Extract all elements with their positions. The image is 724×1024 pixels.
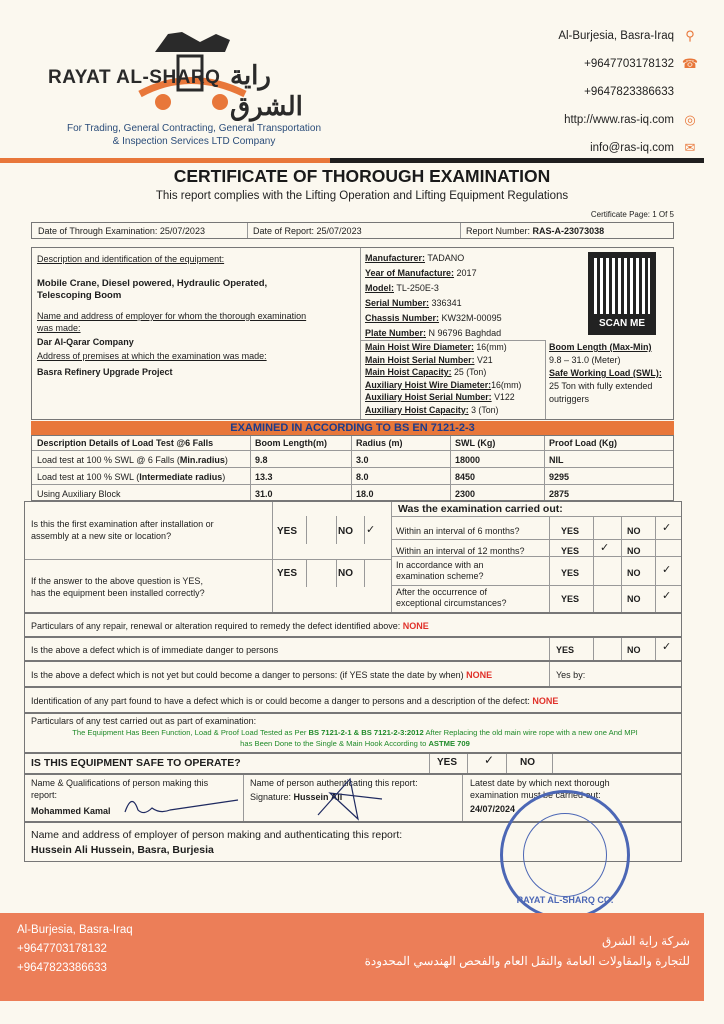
immediate-danger-question: Is the above a defect which is of immediate danger to persons [31, 645, 279, 655]
equipment-specs [365, 251, 502, 341]
future-danger-question: Is the above a defect which is not yet but could become a danger to persons: (if YES state the date by when) NONE [31, 670, 493, 680]
premises-value: Basra Refinery Upgrade Project [37, 367, 173, 377]
tests-description: The Equipment Has Been Function, Load & Proof Load Tested as Per BS 7121-2-1 & BS 7121-2-3:2012 After Replacing the old main wire rope with a new one And MPI has Been Done to the Single & Main Hook According to ASTME 709 [72, 728, 638, 748]
q1-no-check-icon: ✓ [366, 524, 376, 536]
immediate-no[interactable]: NO [627, 645, 641, 655]
year-of-manufacture: Year of Manufacture: 2017 [365, 268, 477, 278]
scheme-yes[interactable]: YES [561, 568, 580, 578]
next-exam-label: Latest date by which next thorough examination must be carried out: [470, 778, 610, 800]
load-header-desc: Description Details of Load Test @6 Falls [37, 438, 214, 448]
row-boom: 31.0 [255, 489, 273, 499]
scheme-no-check-icon: ✓ [662, 564, 672, 576]
auth-signature-icon [310, 775, 390, 823]
except-no[interactable]: NO [627, 594, 641, 604]
report-date: Date of Report: 25/07/2023 [253, 226, 362, 236]
main-hoist-capacity: Main Hoist Capacity: 25 (Ton) [365, 367, 487, 377]
q2-no[interactable]: NO [338, 568, 353, 579]
company-stamp: RAYAT AL-SHARQ CO. [500, 790, 630, 920]
i12-no[interactable]: NO [627, 546, 641, 556]
contact-email[interactable]: info@ras-iq.com ✉ [438, 134, 698, 162]
contact-address: Al-Burjesia, Basra-Iraq ⚲ [438, 22, 698, 50]
company-tagline: For Trading, General Contracting, General Transportation & Inspection Services LTD Company [66, 123, 322, 147]
except-no-check-icon: ✓ [662, 590, 672, 602]
row-swl: 2300 [455, 489, 476, 499]
phone-icon [682, 84, 698, 100]
model: Model: TL-250E-3 [365, 283, 439, 293]
safe-yes-check-icon: ✓ [484, 753, 495, 767]
page-title: CERTIFICATE OF THOROUGH EXAMINATION [173, 166, 551, 186]
exceptional-circumstances: After the occurrence of exceptional circumstances? [396, 587, 507, 608]
row-proof: 2875 [549, 489, 570, 499]
contact-phone-1: +9647703178132 ☎ [584, 56, 699, 71]
auth-label: Name of person authenticating this report: [250, 778, 418, 788]
row-boom: 13.3 [255, 472, 273, 482]
immediate-no-check-icon: ✓ [662, 641, 672, 653]
q2-yes[interactable]: YES [277, 568, 298, 579]
premises-label: Address of premises at which the examination was made: [37, 351, 267, 361]
aux-hoist-capacity: Auxiliary Hoist Capacity: 3 (Ton) [365, 404, 499, 415]
maker-signature-icon [120, 790, 240, 822]
examined-standard-band: EXAMINED IN ACCORDING TO BS EN 7121-2-3 [31, 421, 674, 435]
footer-contacts: Al-Burjesia, Basra-Iraq +9647703178132 +9647823386633 [17, 924, 133, 974]
globe-icon: ◎ [684, 112, 696, 127]
qr-scan-label: SCAN ME [598, 318, 646, 329]
aux-hoist-serial: Auxiliary Hoist Serial Number: V122 [365, 392, 515, 402]
maker-name: Mohammed Kamal [31, 806, 111, 816]
main-hoist-wire: Main Hoist Wire Diameter: 16(mm) [365, 342, 507, 352]
table-row: Using Auxiliary Block [37, 489, 121, 499]
dates-row [31, 222, 674, 239]
tests-label: Particulars of any test carried out as part of examination: [31, 716, 257, 726]
brand-name-en: RAYAT AL-SHARQ [48, 67, 221, 88]
qr-pattern-icon [594, 258, 650, 314]
contact-block [438, 22, 698, 162]
next-exam-date: 24/07/2024 [470, 804, 516, 814]
safe-yes[interactable]: YES [437, 757, 458, 768]
row-proof: NIL [549, 455, 564, 465]
exam-scheme: In accordance with an examination scheme? [396, 560, 484, 581]
yes-by-label: Yes by: [556, 670, 586, 680]
defect-identification: Identification of any part found to have a defect which is or could become a danger to persons and a description of the defect: NONE [31, 696, 559, 706]
i6-yes[interactable]: YES [561, 526, 580, 536]
header [0, 0, 724, 160]
contact-website[interactable]: http://www.ras-iq.com ◎ [438, 106, 698, 134]
boom-swl: Boom Length (Max-Min) 9.8 – 31.0 (Meter) Safe Working Load (SWL): 25 Ton with fully extended outriggers [549, 342, 662, 404]
location-icon: ⚲ [685, 28, 695, 43]
certificate-page-number: Certificate Page: 1 Of 5 [590, 210, 674, 219]
i6-no-check-icon: ✓ [662, 522, 672, 534]
except-yes[interactable]: YES [561, 594, 580, 604]
interval-12-months: Within an interval of 12 months? [396, 546, 525, 556]
row-radius: 3.0 [356, 455, 369, 465]
equipment-desc: Mobile Crane, Diesel powered, Hydraulic Operated, Telescoping Boom [37, 278, 268, 301]
employer-name: Dar Al-Qarar Company [37, 337, 134, 347]
row-boom: 9.8 [255, 455, 268, 465]
i6-no[interactable]: NO [627, 526, 641, 536]
footer-arabic: شركة راية الشرق للتجارة والمقاولات العامة والنقل العام والفحص الهندسي المحدودة [364, 934, 690, 968]
q1-no[interactable]: NO [338, 526, 353, 537]
load-header-boom: Boom Length(m) [255, 438, 327, 448]
row-radius: 18.0 [356, 489, 374, 499]
i12-yes[interactable]: YES [561, 546, 580, 556]
manufacturer: Manufacturer: TADANO [365, 253, 465, 263]
maker-label: Name & Qualifications of person making this report: [31, 778, 209, 800]
serial-number: Serial Number: 336341 [365, 298, 462, 308]
footer [0, 913, 704, 1001]
contact-phone-2: +9647823386633 [438, 78, 698, 106]
equipment-desc-label: Description and identification of the equipment: [37, 254, 225, 264]
chassis-number: Chassis Number: KW32M-00095 [365, 313, 502, 323]
table-row: Load test at 100 % SWL (Intermediate radius) [37, 472, 226, 482]
main-hoist-serial: Main Hoist Serial Number: V21 [365, 354, 493, 365]
immediate-yes[interactable]: YES [556, 645, 575, 655]
auth-signature: Signature: Hussein Ali [250, 792, 343, 802]
i12-yes-check-icon: ✓ [600, 542, 610, 554]
load-header-radius: Radius (m) [356, 438, 403, 448]
q1-yes[interactable]: YES [277, 526, 298, 537]
exam-date: Date of Through Examination: 25/07/2023 [38, 226, 205, 236]
aux-hoist-wire: Auxiliary Hoist Wire Diameter:16(mm) [365, 379, 522, 390]
company-logo [40, 22, 340, 121]
header-divider [0, 158, 704, 163]
load-header-swl: SWL (Kg) [455, 438, 496, 448]
page-subtitle: This report complies with the Lifting Operation and Lifting Equipment Regulations [155, 190, 569, 202]
load-header-proof: Proof Load (Kg) [549, 438, 617, 448]
hoist-specs [365, 341, 521, 416]
row-proof: 9295 [549, 472, 570, 482]
row-radius: 8.0 [356, 472, 369, 482]
repair-particulars: Particulars of any repair, renewal or alteration required to remedy the defect identified above: NONE [31, 621, 429, 631]
question-first-exam: Is this the first examination after installation or assembly at a new site or location? [31, 519, 214, 541]
table-row: Load test at 100 % SWL @ 6 Falls (Min.radius) [37, 455, 228, 465]
question-installed-correctly: If the answer to the above question is YES, has the equipment been installed correctly? [31, 576, 205, 598]
brand-name-ar: راية الشرق [230, 60, 303, 121]
plate-number: Plate Number: N 96796 Baghdad [365, 328, 502, 338]
safe-to-operate-question: IS THIS EQUIPMENT SAFE TO OPERATE? [31, 757, 241, 769]
report-number: Report Number: RAS-A-23073038 [466, 226, 605, 236]
qr-code[interactable] [588, 252, 656, 335]
carried-out-heading: Was the examination carried out: [398, 503, 563, 515]
scheme-no[interactable]: NO [627, 568, 641, 578]
interval-6-months: Within an interval of 6 months? [396, 526, 520, 536]
employer-making: Name and address of employer of person making and authenticating this report: Hussein Ali Hussein, Basra, Burjesia [31, 829, 403, 856]
row-swl: 18000 [455, 455, 481, 465]
employer-label: Name and address of employer for whom the thorough examination was made: [37, 311, 307, 333]
mail-icon: ✉ [684, 140, 696, 155]
row-swl: 8450 [455, 472, 476, 482]
phone-icon: ☎ [681, 56, 699, 71]
safe-no[interactable]: NO [520, 757, 535, 768]
